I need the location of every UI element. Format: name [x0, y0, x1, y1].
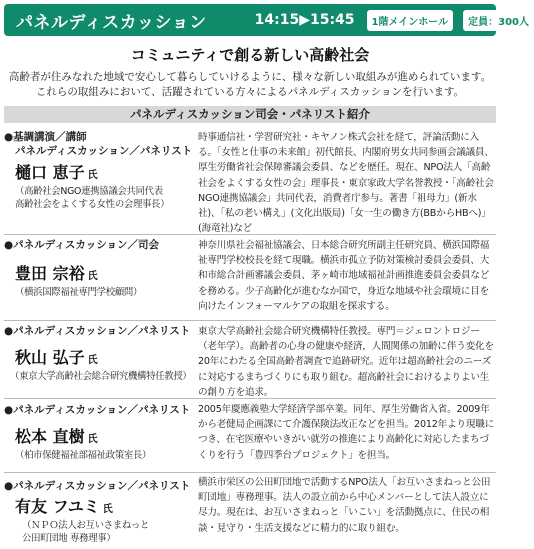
panelist-entry — [4, 398, 496, 475]
role-label: ●パネルディスカッション／司会 — [4, 239, 160, 251]
section-heading: パネルディスカッション司会・パネリスト紹介 — [4, 106, 496, 123]
panelist-affiliation: （ＮＰＯ法人お互いさまねっと 公田町団地 専務理事） — [22, 520, 150, 544]
panelist-name: 秋山 弘子 氏 — [15, 348, 98, 367]
honorific: 氏 — [102, 504, 113, 515]
event-header-bar — [4, 4, 529, 36]
role-label: ●パネルディスカッション／パネリスト — [4, 325, 191, 337]
panelist-entry — [4, 472, 496, 549]
panelist-entry — [4, 320, 496, 397]
panelist-description: 横浜市栄区の公田町団地で活動するNPO法人「お互いさまねっと公田町団地」専務理事。法人の設立前から中心メンバーとして法人設立に尽力。現在は、お互いさまねっと「いこい」を活動拠点に、住民の相談・見守り・生活支援などに精力的に取り組む。 — [198, 477, 491, 534]
venue-badge: 1階メインホール — [367, 10, 454, 31]
panelist-info — [4, 479, 192, 545]
panelist-name: 豊田 宗裕 氏 — [15, 264, 98, 283]
role-label: ●パネルディスカッション／パネリスト — [4, 404, 191, 416]
panelist-info — [4, 130, 192, 211]
panelist-description: 東京大学高齢社会総合研究機構特任教授。専門＝ジェロントロジー（老年学）。高齢者の心身の健康や経済，人間関係の加齢に伴う変化を20年にわたる全国高齢者調査で追跡研究。近年は超高齢社会のニーズに対応するまちづくりにも取り組む。超高齢社会におけるよりよい生の創り方を追求。 — [198, 326, 494, 398]
intro-text — [8, 70, 492, 100]
event-time: 14:15▶15:45 — [254, 12, 355, 28]
panelist-affiliation: （柏市保健福祉部福祉政策室長） — [15, 450, 152, 461]
intro-line-1: 高齢者が住みなれた地域で安心して暮らしていけるように、様々な新しい取組みが進められています。 — [8, 71, 492, 83]
panelist-info — [4, 324, 192, 383]
role-label-sub: パネルディスカッション／パネリスト — [15, 145, 193, 157]
panelist-description: 2005年慶應義塾大学経済学部卒業。同年、厚生労働省入省。2009年から老健局企画課にて介護保険法改正などを担当。2012年より現職につき、在宅医療やいきがい就労の推進により高齢化に対応したまちづくりを行う「豊四季台プロジェクト」を担当。 — [198, 404, 495, 461]
panelist-affiliation: （横浜国際福祉専門学校顧問） — [15, 287, 143, 298]
intro-line-2: これらの取組みにおいて、活躍されている方々によるパネルディスカッションを行います。 — [35, 86, 465, 98]
session-subtitle: コミュニティで創る新しい高齢社会 — [130, 46, 370, 64]
panelist-entry — [4, 234, 496, 315]
honorific: 氏 — [87, 271, 98, 282]
event-title: パネルディスカッション — [16, 12, 207, 33]
panelist-name: 有友 フユミ 氏 — [15, 497, 113, 516]
honorific: 氏 — [87, 434, 98, 445]
capacity-badge: 定員：300人 — [463, 10, 534, 31]
panelist-entry — [4, 130, 496, 235]
honorific: 氏 — [87, 355, 98, 366]
role-label: ●パネルディスカッション／パネリスト — [4, 480, 191, 492]
panelist-description: 神奈川県社会福祉協議会、日本総合研究所副主任研究員、横浜国際福祉専門学校校長を経て現職。横浜市孤立予防対策検討委員会委員、大和市総合計画審議会委員、茅ヶ崎市地域福祉計画推進委員会委員などを務める。少子高齢化が進むなか国で，身近な地域や社会環境に目を向けたインフォーマルケアの取組を探求する。 — [198, 240, 490, 312]
panelist-info — [4, 238, 192, 299]
panelist-affiliation: （東京大学高齢社会総合研究機構特任教授） — [10, 371, 192, 382]
panelist-name: 松本 直樹 氏 — [15, 427, 98, 446]
panelist-name: 樋口 恵子 氏 — [15, 163, 98, 182]
panelist-affiliation: （高齢社会NGO連携協議会共同代表 高齢社会をよくする女性の会理事長） — [15, 186, 170, 210]
honorific: 氏 — [87, 170, 98, 181]
panelist-info — [4, 403, 192, 462]
role-label: ●基調講演／講師 — [4, 131, 87, 143]
panelist-description: 時事通信社・学習研究社・キヤノン株式会社を経て，評論活動に入る。「女性と仕事の未来館」初代館長、内閣府男女共同参画会議議員、厚生労働省社会保障審議会委員、などを歴任。現在、NPO法人「高齢社会をよくする女性の会」理事長・東京家政大学名誉教授・「高齢社会NGO連携協議会」共同代表，消費者庁参与。著書「祖母力」(新水社)、「私の老い構え」(文化出版局)「女一生の働き方(BBからHBへ)」(海竜社)など — [198, 132, 494, 235]
